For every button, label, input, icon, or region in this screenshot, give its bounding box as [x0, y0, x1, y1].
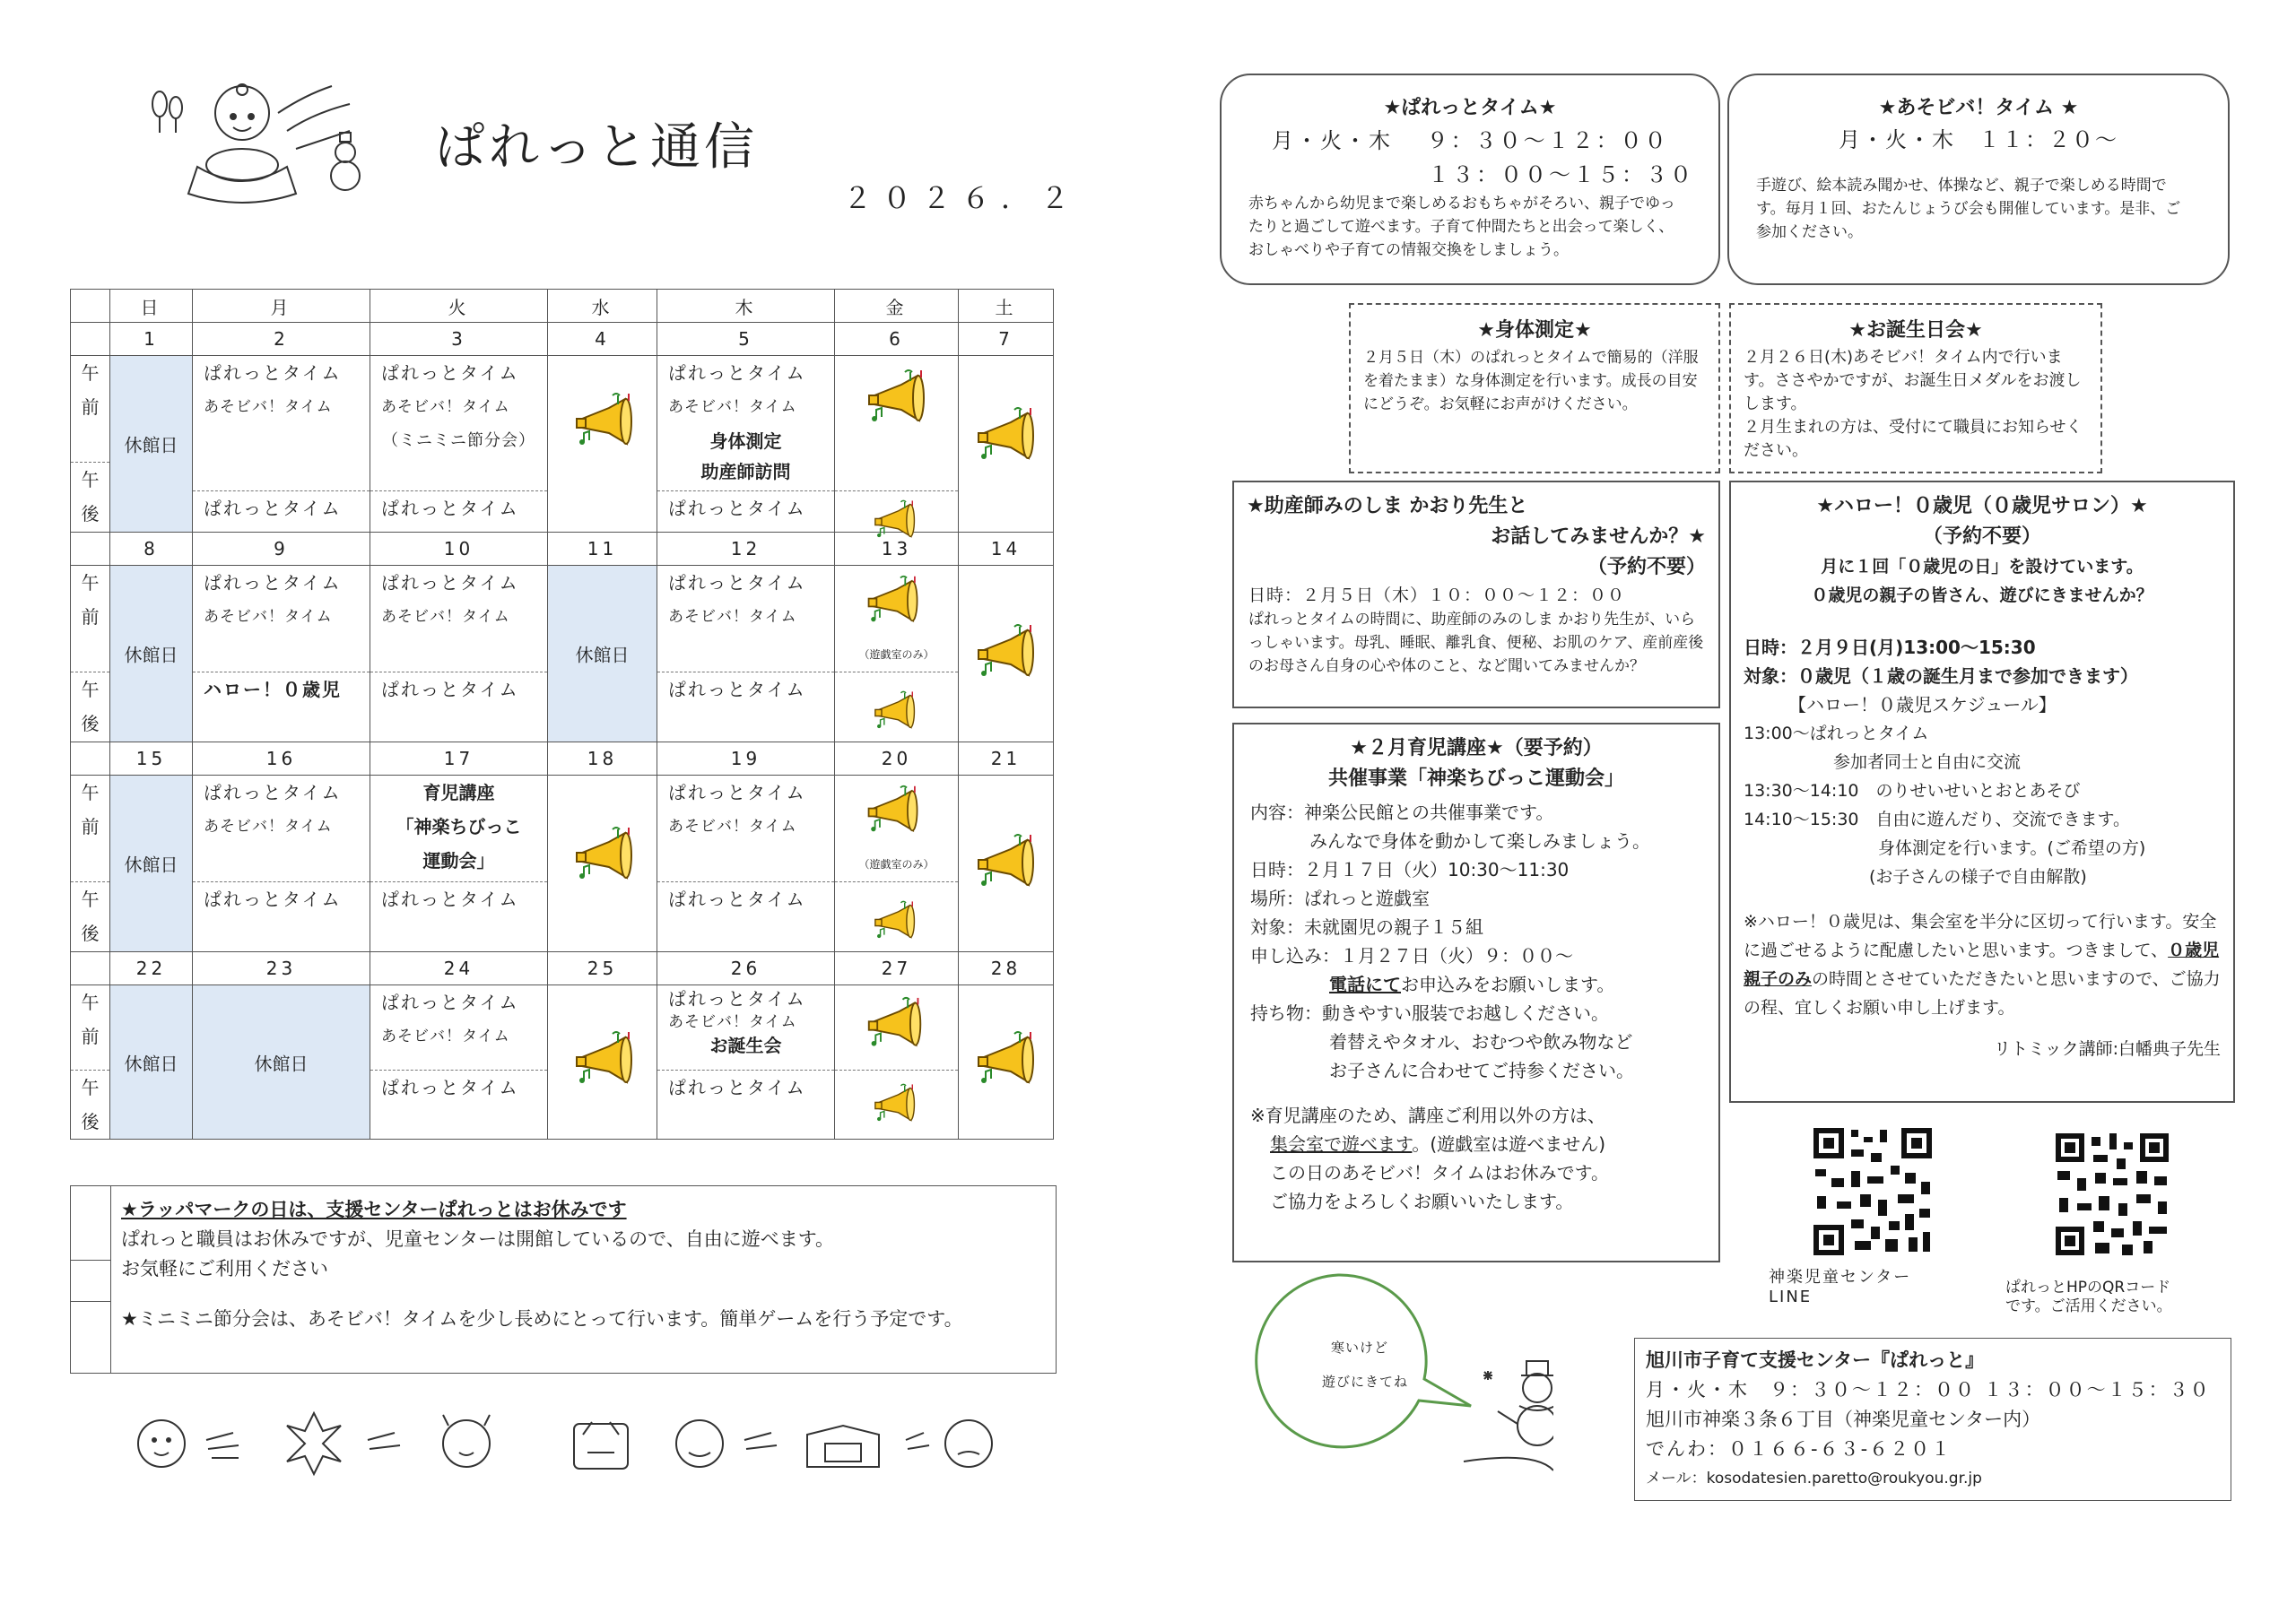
date-row [71, 952, 1054, 985]
date-cell: 10 [370, 533, 548, 566]
date-cell: 9 [193, 533, 370, 566]
event-hello-zero: ハロー！０歳児 [204, 679, 342, 700]
lecture-apply: 申し込み：１月２７日（火）９：００～ [1250, 945, 1573, 967]
weekday-mon: 月 [193, 290, 370, 323]
trumpet-icon [975, 1030, 1038, 1093]
event-asobiba: あそビバ！タイム [204, 818, 333, 836]
trumpet-icon [873, 900, 918, 945]
trumpet-icon [865, 575, 921, 630]
weekday-wed: 水 [548, 290, 657, 323]
no-reservation-label: （予約不要） [1922, 525, 2041, 548]
note-center-open: ぱれっと職員はお休みですが、児童センターは開館しているので、自由に遊べます。 [121, 1228, 835, 1250]
week-row: 午 前 午 後 休館日 ぱれっとタイム あそビバ！タイム ハロー！０歳児 ぱれっとタイム あそビバ！タイム ぱれっとタイム 休館日 ぱれっとタイム あそビバ！タイム ぱれっとタイム （遊戯室のみ） [71, 566, 1054, 742]
asobiba-description: 手遊び、絵本読み聞かせ、体操など、親子で楽しめる時間です。毎月１回、おたんじょうび会も開催しています。是非、ご参加ください。 [1756, 177, 2181, 241]
event-paretto: ぱれっとタイム [668, 498, 806, 519]
event-paretto: ぱれっとタイム [668, 362, 806, 384]
event-paretto: ぱれっとタイム [668, 572, 806, 594]
closed-day: 休館日 [110, 985, 193, 1140]
box-title: ★あそビバ！タイム ★ [1878, 97, 2079, 119]
note-horn-closed: ★ラッパマークの日は、支援センターぱれっとはお休みです [121, 1199, 627, 1220]
event-midwife: 助産師訪問 [700, 461, 791, 482]
date-cell: 16 [193, 742, 370, 776]
event-paretto: ぱれっとタイム [381, 362, 519, 384]
trumpet-icon [573, 1030, 636, 1093]
closed-day: 休館日 [110, 356, 193, 533]
paretto-time-box [1220, 74, 1720, 285]
weekday-fri: 金 [835, 290, 959, 323]
hello-date: 日時：２月９日(月)13:00～15:30 [1744, 637, 2036, 658]
event-paretto: ぱれっとタイム [204, 572, 342, 594]
date-cell: 23 [193, 952, 370, 985]
ikuji-lecture-box: ★２月育児講座★（要予約） 共催事業「神楽ちびっこ運動会」 内容：神楽公民館との共催事業です。 みんなで身体を動かして楽しみましょう。 日時：２月１７日（火）10:30～11:30 場所：ぱれっと遊戯室 対象：未就園児の親子１５組 申し込み：１月２７日（火）９：００～ 電話にてお申込みをお願いします。 持ち物：動きやすい服装でお越しください。 着替えやタオル、おむつや飲み物など お子さんに合わせてご持参ください。 ※育児講座のため、講座ご利用以外の方は、 集会室で遊べます。(遊戯室は遊べません) この日のあそビバ！タイムはお休みです。 ご協力をよろしくお願いいたします。 [1232, 723, 1720, 1262]
date-cell: 2 [193, 323, 370, 356]
date-cell: 21 [959, 742, 1054, 776]
line-qr-code[interactable] [1812, 1126, 1934, 1257]
event-asobiba: あそビバ！タイム [381, 398, 510, 416]
setsubun-decoration [126, 1408, 1004, 1479]
hello-target: 対象：０歳児（１歳の誕生月まで参加できます） [1744, 665, 2138, 687]
weekday-row [71, 290, 1054, 323]
qr-label-hp: ぱれっとHPのQRコード です。ご活用ください。 [2005, 1279, 2172, 1315]
date-cell: 19 [657, 742, 835, 776]
box-title: ★ハロー！０歳児（０歳児サロン）★ [1816, 495, 2148, 517]
date-cell: 1 [110, 323, 193, 356]
box-title: ★お誕生日会★ [1848, 319, 1983, 342]
calendar-table [70, 289, 1054, 1140]
box-title: ★２月育児講座★（要予約） [1350, 737, 1603, 759]
page-title: ぱれっと通信 [435, 118, 758, 177]
trumpet-icon [573, 826, 636, 889]
paretto-hours-1: 月・火・木 ９：３０～１２：００ [1272, 128, 1669, 153]
event-mini-setsubun: （ミニミニ節分会） [382, 431, 535, 450]
contact-email[interactable]: メール：kosodatesien.paretto@roukyou.gr.jp [1646, 1470, 1982, 1488]
qr-label-line: 神楽児童センター LINE [1769, 1268, 1912, 1306]
date-cell: 26 [657, 952, 835, 985]
event-asobiba: あそビバ！タイム [668, 1013, 797, 1031]
midwife-box: ★助産師みのしま かおり先生と お話してみませんか？★ （予約不要） 日時：２月５日（木）１０：００～１２：００ ぱれっとタイムの時間に、助産師のみのしま かおり先生が、いらっしゃいます。母乳、睡眠、離乳食、便秘、お肌のケア、産前産後のお母さん自身の心や体のこと、など聞いてみませんか？ [1232, 481, 1720, 708]
contact-hours: 月・火・木 ９：３０～１２：００ １３：００～１５：３０ [1646, 1379, 2211, 1401]
event-asobiba: あそビバ！タイム [204, 398, 333, 416]
date-cell: 7 [959, 323, 1054, 356]
box-title: ★身体測定★ [1477, 319, 1592, 342]
event-paretto: ぱれっとタイム [381, 572, 519, 594]
event-body-measure: 身体測定 [709, 430, 782, 452]
date-cell: 4 [548, 323, 657, 356]
date-cell: 17 [370, 742, 548, 776]
date-row [71, 533, 1054, 566]
trumpet-icon [865, 996, 925, 1055]
birthday-note: ２月生まれの方は、受付にて職員にお知らせください。 [1744, 418, 2083, 460]
event-paretto: ぱれっとタイム [204, 362, 342, 384]
lecture-date: 日時：２月１７日（火）10:30～11:30 [1250, 859, 1570, 880]
rhythmic-teacher: リトミック講師:白幡典子先生 [1993, 1039, 2221, 1059]
date-cell: 15 [110, 742, 193, 776]
weekday-sat: 土 [959, 290, 1054, 323]
date-cell: 8 [110, 533, 193, 566]
event-paretto: ぱれっとタイム [668, 782, 806, 803]
event-asobiba: あそビバ！タイム [668, 818, 797, 836]
lecture-place: 場所：ぱれっと遊戯室 [1250, 888, 1430, 909]
contact-phone: でんわ：０１６６-６３-６２０１ [1646, 1438, 1952, 1460]
date-cell: 12 [657, 533, 835, 566]
hello-zero-box: ★ハロー！０歳児（０歳児サロン）★ （予約不要） 月に１回「０歳児の日」を設けています。 ０歳児の親子の皆さん、遊びにきませんか？ 日時：２月９日(月)13:00～15:30 対象：０歳児（１歳の誕生月まで参加できます） 【ハロー！０歳児スケジュール】 13:00～ぱれっとタイム 参加者同士と自由に交流 13:30～14:10 のりせいせいとおとあそび 14:10～15:30 自由に遊んだり、交流できます。 身体測定を行います。(ご希望の方) (お子さんの様子で自由解散) ※ハロー！０歳児は、集会室を半分に区切って行います。安全に過ごせるように配慮したいと思います。つきまして、０歳児親子のみの時間とさせていただきたいと思いますので、ご協力の程、宜しくお願い申し上げます。 リトミック講師:白幡典子先生 [1729, 481, 2235, 1103]
week-row: 午 前 午 後 休館日 休館日 ぱれっとタイム あそビバ！タイム ぱれっとタイム ぱれっとタイム あそビバ！タイム お誕生会 ぱれっとタイム [71, 985, 1054, 1140]
event-asobiba: あそビバ！タイム [381, 1028, 510, 1045]
date-cell: 14 [959, 533, 1054, 566]
date-row [71, 742, 1054, 776]
paretto-hours-2: １３：００～１５：３０ [1428, 162, 1694, 187]
event-ikuji: 育児講座 [422, 782, 495, 803]
date-cell: 5 [657, 323, 835, 356]
note-feel-free: お気軽にご利用ください [121, 1258, 328, 1279]
calendar-notes [70, 1185, 1057, 1374]
date-cell: 27 [835, 952, 959, 985]
date-cell: 25 [548, 952, 657, 985]
trumpet-icon [865, 785, 921, 840]
closed-day: 休館日 [110, 776, 193, 952]
hp-qr-code[interactable] [2054, 1132, 2170, 1257]
date-row [71, 323, 1054, 356]
body-measure-box [1349, 303, 1720, 473]
midwife-description: ぱれっとタイムの時間に、助産師のみのしま かおり先生が、いらっしゃいます。母乳、睡眠、離乳食、便秘、お肌のケア、産前産後のお母さん自身の心や体のこと、など聞いてみませんか？ [1248, 611, 1704, 675]
lecture-note: ※育児講座のため、講座ご利用以外の方は、 [1250, 1105, 1605, 1126]
asobiba-hours: 月・火・木 １１：２０～ [1839, 127, 2118, 152]
box-title: ★助産師みのしま かおり先生と [1247, 495, 1528, 517]
trumpet-icon [573, 392, 636, 455]
contact-address: 旭川市神楽３条６丁目（神楽児童センター内） [1646, 1409, 2041, 1430]
week-row: 午 前 午 後 休館日 ぱれっとタイム あそビバ！タイム ぱれっとタイム 育児講座 「神楽ちびっこ 運動会」 ぱれっとタイム ぱれっとタイム あそビバ！タイム ぱれっとタイム （遊戯室のみ） [71, 776, 1054, 952]
event-asobiba: あそビバ！タイム [204, 608, 333, 626]
date-cell: 3 [370, 323, 548, 356]
birthday-description: ２月２６日(木)あそビバ！タイム内で行います。ささやかですが、お誕生日メダルをお渡しします。 [1744, 348, 2082, 413]
closed-day: 休館日 [110, 566, 193, 742]
box-title: ★ぱれっとタイム★ [1383, 97, 1557, 119]
contact-box [1634, 1338, 2231, 1501]
no-reservation-label: （予約不要） [1587, 556, 1706, 578]
paretto-description: 赤ちゃんから幼児まで楽しめるおもちゃがそろい、親子でゆったりと過ごして遊べます。子育て仲間たちと出会って楽しく、おしゃべりや子育ての情報交換をしましょう。 [1248, 195, 1675, 259]
date-cell: 28 [959, 952, 1054, 985]
closed-day: 休館日 [548, 566, 657, 742]
hello-schedule-title: 【ハロー！０歳児スケジュール】 [1788, 694, 2057, 716]
am-label: 午 前 [81, 362, 100, 418]
trumpet-icon [975, 623, 1038, 686]
trumpet-icon [975, 833, 1038, 896]
lecture-target: 対象：未就園児の親子１５組 [1250, 916, 1483, 938]
lecture-subtitle: 共催事業「神楽ちびっこ運動会」 [1327, 768, 1624, 790]
issue-date: ２０２６．２ [843, 181, 1081, 215]
asobiba-time-box [1727, 74, 2230, 285]
date-cell: 6 [835, 323, 959, 356]
event-paretto: ぱれっとタイム [668, 679, 806, 700]
date-cell: 22 [110, 952, 193, 985]
event-paretto: ぱれっとタイム [204, 498, 342, 519]
sled-child-illustration [144, 77, 386, 212]
yugi-only-label: （遊戯室のみ） [858, 858, 935, 871]
event-paretto: ぱれっとタイム [381, 679, 519, 700]
event-paretto: ぱれっとタイム [668, 1077, 806, 1098]
event-asobiba: あそビバ！タイム [668, 608, 797, 626]
trumpet-icon [873, 690, 918, 735]
event-paretto: ぱれっとタイム [204, 889, 342, 910]
event-paretto: ぱれっとタイム [204, 782, 342, 803]
birthday-box [1729, 303, 2102, 473]
trumpet-icon [975, 406, 1038, 469]
note-mini-setsubun: ★ミニミニ節分会は、あそビバ！タイムを少し長めにとって行います。簡単ゲームを行う予定です。 [121, 1308, 963, 1330]
date-cell: 20 [835, 742, 959, 776]
event-paretto: ぱれっとタイム [668, 988, 806, 1010]
pm-label: 午 後 [71, 462, 109, 531]
date-cell: 11 [548, 533, 657, 566]
event-paretto: ぱれっとタイム [668, 889, 806, 910]
weekday-tue: 火 [370, 290, 548, 323]
date-cell: 18 [548, 742, 657, 776]
weekday-thu: 木 [657, 290, 835, 323]
event-paretto: ぱれっとタイム [381, 889, 519, 910]
trumpet-icon [865, 369, 928, 431]
event-paretto: ぱれっとタイム [381, 1077, 519, 1098]
week-row [71, 356, 1054, 533]
body-measure-description: ２月５日（木）のぱれっとタイムで簡易的（洋服を着たまま）な身体測定を行います。成長の目安にどうぞ。お気軽にお声がけください。 [1363, 349, 1699, 413]
lecture-content: 内容：神楽公民館との共催事業です。 [1250, 802, 1554, 823]
yugi-only-label: （遊戯室のみ） [858, 648, 935, 661]
event-asobiba: あそビバ！タイム [668, 398, 797, 416]
event-paretto: ぱれっとタイム [381, 498, 519, 519]
trumpet-icon [873, 1083, 918, 1128]
closed-day: 休館日 [193, 985, 370, 1140]
midwife-date: 日時：２月５日（木）１０：００～１２：００ [1248, 585, 1626, 605]
date-cell: 24 [370, 952, 548, 985]
speech-bubble-text: 寒いけど 遊びにきてね [1322, 1340, 1409, 1390]
event-asobiba: あそビバ！タイム [381, 608, 510, 626]
event-paretto: ぱれっとタイム [381, 992, 519, 1013]
event-birthday: お誕生会 [709, 1035, 782, 1056]
date-cell: 13 [835, 533, 959, 566]
contact-name: 旭川市子育て支援センター『ぱれっと』 [1646, 1349, 1985, 1371]
weekday-sun: 日 [110, 290, 193, 323]
lecture-belongings: 持ち物：動きやすい服装でお越しください。 [1250, 1002, 1609, 1024]
